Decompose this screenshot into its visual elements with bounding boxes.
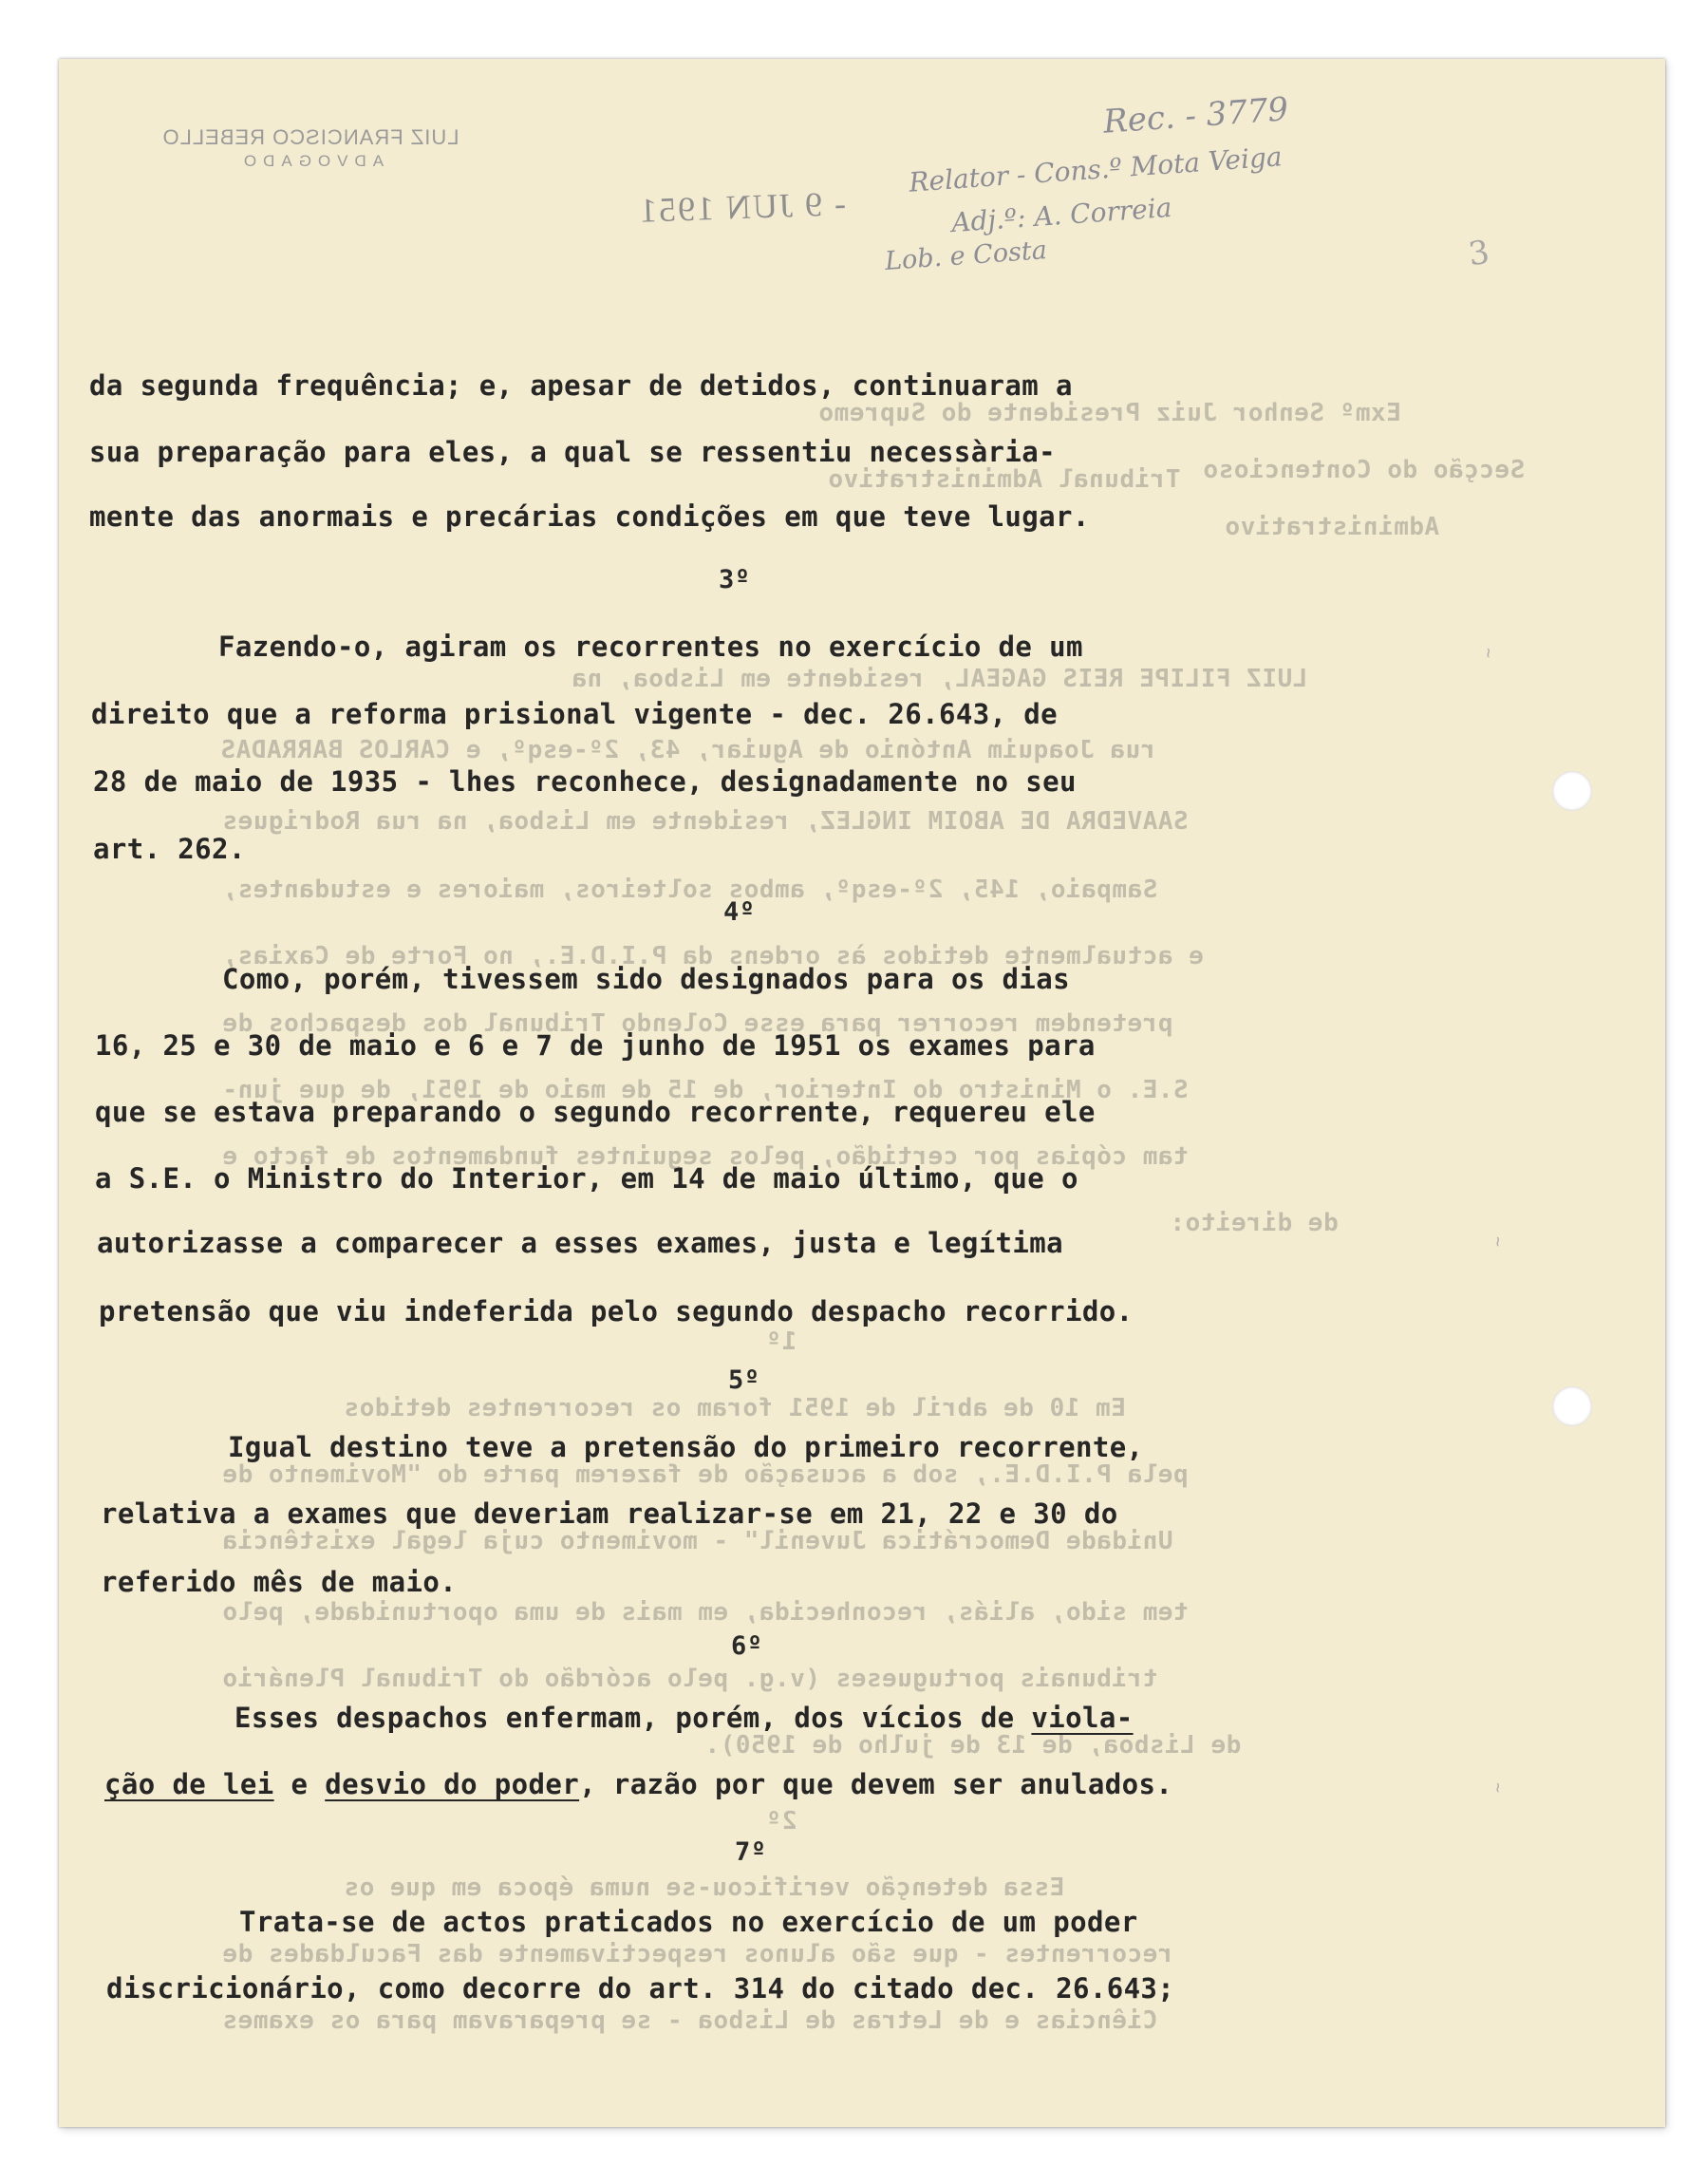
margin-pencil-mark: ~ — [1477, 648, 1498, 658]
bleed-line: e actualmente detidos às ordens da P.I.D.E., no Forte de Caxias, — [222, 942, 1204, 970]
punch-hole-upper — [1552, 771, 1592, 811]
margin-pencil-mark: ~ — [1487, 1236, 1508, 1247]
text-fragment: , razão por que devem ser anulados. — [579, 1768, 1173, 1800]
bleed-line: tem sido, aliás, reconhecida, em mais de uma oportunidade, pelo — [222, 1598, 1189, 1627]
handwritten-adjunto: Adj.º: A. Correia — [950, 191, 1173, 239]
bleed-line: LUIZ FILIPE REIS GAGEAL, residente em Lisboa, na — [572, 665, 1308, 693]
bleed-line: 1º — [766, 1327, 797, 1356]
handwritten-relator: Relator - Cons.º Mota Veiga — [908, 141, 1284, 198]
date-stamp: - 9 JUN 1951 — [637, 184, 847, 230]
document-page — [59, 59, 1665, 2127]
letterhead-name: LUIZ FRANCISCO REBELLO — [161, 125, 459, 149]
text-fragment: e — [273, 1768, 326, 1800]
text-line: Trata-se de actos praticados no exercício de um poder — [239, 1906, 1138, 1938]
text-line: 28 de maio de 1935 - lhes reconhece, designadamente no seu — [93, 765, 1077, 798]
bleed-line: de direito: — [1170, 1209, 1339, 1237]
text-line: autorizasse a comparecer a esses exames, justa e legítima — [97, 1227, 1063, 1259]
underlined-term: desvio do poder — [325, 1768, 580, 1800]
bleed-line: Essa detenção verificou-se numa época em que os — [344, 1873, 1065, 1902]
bleed-line: pretendem recorrer para esse Colendo Tribunal dos despachos de — [222, 1009, 1173, 1038]
handwritten-corner-number: 3 — [1466, 233, 1492, 274]
text-fragment: Esses despachos enfermam, porém, dos vícios de — [234, 1702, 1032, 1734]
text-line: art. 262. — [93, 833, 246, 865]
text-line: sua preparação para eles, a qual se ressentiu necessària- — [89, 436, 1056, 468]
bleed-line: 2º — [766, 1807, 797, 1836]
text-line: que se estava preparando o segundo recorrente, requereu ele — [95, 1096, 1096, 1128]
bleed-line: SAAVEDRA DE ABOIM INGLEZ, residente em Lisboa, na rua Rodrigues — [222, 807, 1189, 836]
text-line: relativa a exames que deveriam realizar-se em 21, 22 e 30 do — [101, 1497, 1118, 1530]
article-number: 4º — [723, 897, 756, 927]
handwritten-note: Lob. e Costa — [884, 235, 1048, 276]
article-number: 5º — [728, 1365, 760, 1395]
bleed-line: Administrativo — [1225, 513, 1440, 541]
letterhead-title: ADVOGADO — [236, 152, 384, 170]
article-number: 3º — [719, 565, 751, 594]
bleed-line: Ciências e de Letras de Lisboa - se preparavam para os exames — [222, 2006, 1158, 2035]
text-line: direito que a reforma prisional vigente - dec. 26.643, de — [91, 698, 1058, 730]
text-line: pretensão que viu indeferida pelo segundo despacho recorrido. — [99, 1295, 1134, 1327]
bleed-line: Secção do Contencioso — [1203, 456, 1526, 484]
letterhead — [130, 125, 491, 171]
text-line — [104, 1768, 1173, 1800]
bleed-line: Tribunal Administrativo — [828, 465, 1181, 494]
punch-hole-lower — [1552, 1386, 1592, 1426]
margin-pencil-mark: ~ — [1487, 1782, 1508, 1793]
text-line: mente das anormais e precárias condições em que teve lugar. — [89, 500, 1090, 533]
bleed-line: Sampaio, 145, 2º-esqº, ambos solteiros, maiores e estudantes, — [222, 875, 1158, 904]
bleed-line: rua Joaquim António de Aguiar, 43, 2º-esqº, e CARLOS BARRADAS — [220, 736, 1156, 764]
article-number: 6º — [731, 1631, 763, 1661]
handwritten-ref: Rec. - 3779 — [1101, 90, 1290, 141]
text-line: a S.E. o Ministro do Interior, em 14 de maio último, que o — [95, 1162, 1078, 1195]
text-line: Fazendo-o, agiram os recorrentes no exercício de um — [218, 631, 1083, 663]
underlined-term: ção de lei — [104, 1768, 274, 1800]
text-line: referido mês de maio. — [101, 1566, 458, 1598]
bleed-line: Unidade Democrática Juvenil" - movimento cuja legal existência — [222, 1527, 1173, 1555]
bleed-line: recorrentes - que são alunos respectivamente das Faculdades de — [222, 1940, 1173, 1968]
text-line: Igual destino teve a pretensão do primeiro recorrente, — [228, 1431, 1144, 1463]
article-number: 7º — [735, 1837, 767, 1867]
bleed-line: de Lisboa, de 13 de julho de 1950). — [704, 1731, 1242, 1760]
text-line: discricionário, como decorre do art. 314 do citado dec. 26.643; — [106, 1972, 1175, 2005]
text-line: da segunda frequência; e, apesar de detidos, continuaram a — [89, 369, 1073, 402]
bleed-line: tam cópias por certidão, pelos seguintes fundamentos de facto e — [222, 1142, 1189, 1171]
underlined-term: viola- — [1031, 1702, 1134, 1734]
bleed-line: tribunais portugueses (v.g. pelo acórdão do Tribunal Plenário — [222, 1665, 1158, 1693]
text-line: 16, 25 e 30 de maio e 6 e 7 de junho de 1951 os exames para — [95, 1029, 1096, 1062]
bleed-line: S.E. o Ministro do Interior, de 15 de maio de 1951, de que jun- — [222, 1076, 1189, 1104]
bleed-line: Exmº Senhor Juiz Presidente do Supremo — [818, 399, 1401, 427]
text-line — [234, 1704, 1134, 1732]
bleed-line: pela P.I.D.E., sob a acusação de fazerem parte do "Movimento de — [222, 1460, 1189, 1489]
text-line: Como, porém, tivessem sido designados para os dias — [222, 963, 1070, 995]
bleed-line: Em 10 de abril de 1951 foram os recorrentes detidos — [344, 1394, 1126, 1422]
